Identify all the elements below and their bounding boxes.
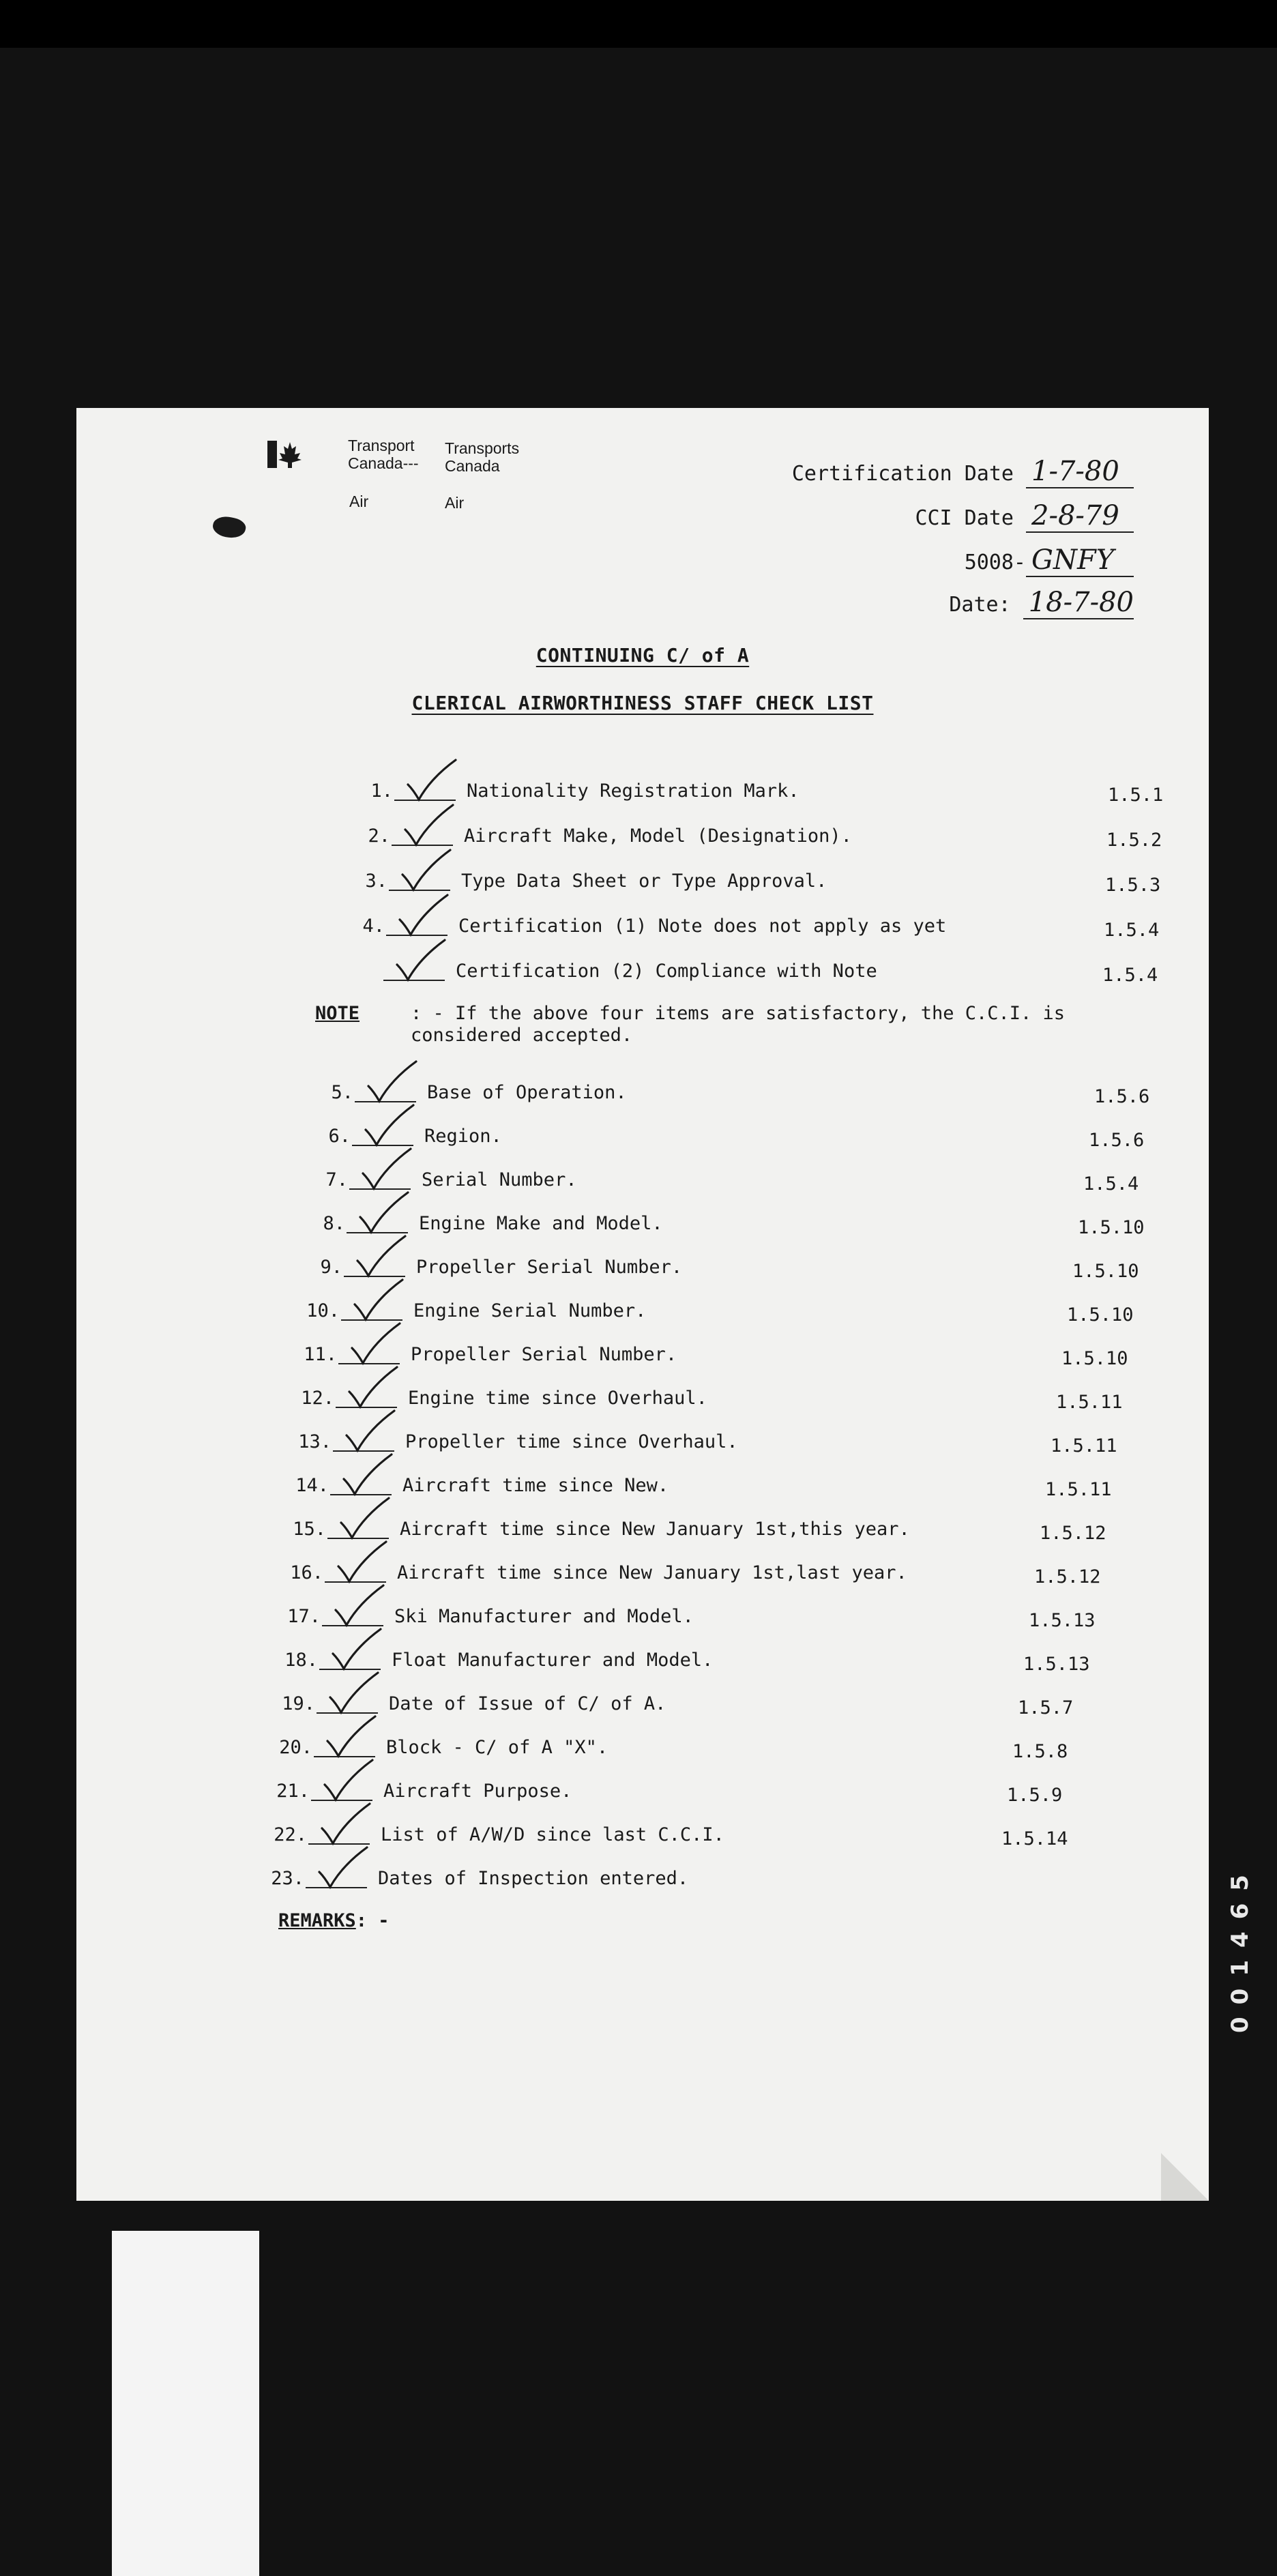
item-reference: 1.5.6 [1089, 1130, 1145, 1151]
item-reference: 1.5.8 [1012, 1741, 1068, 1762]
remarks-suffix: : - [355, 1910, 390, 1931]
item-number: 13. [298, 1431, 332, 1452]
checkmark-icon [345, 1364, 400, 1412]
item-label: Propeller Serial Number. [416, 1257, 683, 1278]
item-label: Propeller time since Overhaul. [405, 1431, 738, 1452]
cci-date-label: CCI Date [915, 506, 1014, 530]
item-number: 9. [320, 1257, 342, 1278]
agency-en-name2: Canada--- [348, 454, 419, 472]
checklist-item [288, 1469, 1112, 1508]
checklist-item [344, 910, 1160, 948]
checkmark-icon [337, 1495, 392, 1543]
item-label: Propeller Serial Number. [411, 1344, 677, 1365]
item-label: Aircraft Purpose. [383, 1781, 572, 1802]
agency-en-name: Transport [348, 437, 415, 454]
checklist-item [274, 1688, 1093, 1726]
item-number: 21. [276, 1781, 310, 1802]
item-label: Ski Manufacturer and Model. [394, 1606, 694, 1627]
item-label: Engine Serial Number. [413, 1300, 647, 1321]
checkmark-icon [401, 802, 456, 850]
checklist-item [299, 1295, 1134, 1333]
item-reference: 1.5.7 [1018, 1697, 1074, 1718]
date-row [949, 587, 1134, 619]
item-label: Region. [424, 1126, 502, 1147]
checkmark-icon [332, 1583, 386, 1630]
item-label: Aircraft Make, Model (Designation). [464, 825, 852, 847]
checkmark-icon [340, 1452, 394, 1499]
main-title: CONTINUING C/ of A [535, 644, 750, 667]
item-number: 6. [328, 1126, 351, 1147]
checkmark-icon [329, 1626, 383, 1674]
checklist-item [304, 1208, 1145, 1246]
item-reference: 1.5.10 [1078, 1217, 1145, 1238]
checkmark-icon [318, 1801, 372, 1849]
remarks-label: REMARKS [278, 1910, 356, 1931]
canada-flag-icon [267, 438, 312, 471]
document-page [76, 408, 1209, 2201]
item-reference: 1.5.10 [1061, 1348, 1128, 1369]
checklist-item [307, 1164, 1139, 1202]
agency-fr-branch: Air [445, 494, 465, 512]
checklist-item [349, 820, 1162, 858]
item-number: 10. [306, 1300, 340, 1321]
note-label: NOTE [315, 1003, 360, 1024]
item-label: Nationality Registration Mark. [467, 780, 799, 802]
item-reference: 1.5.9 [1007, 1785, 1063, 1806]
item-reference: 1.5.4 [1083, 1173, 1139, 1195]
item-number: 3. [365, 870, 387, 892]
agency-en [348, 437, 419, 472]
checklist-item [293, 1382, 1123, 1420]
cci-date-value: 2-8-79 [1026, 500, 1134, 533]
checkmark-icon [334, 1539, 389, 1587]
note-text-line2: considered accepted. [411, 1025, 633, 1046]
checkmark-icon [359, 1146, 413, 1194]
checklist-item [282, 1557, 1101, 1595]
item-label: Aircraft time since New January 1st,this year. [400, 1519, 910, 1540]
checkmark-icon [315, 1845, 370, 1892]
checkmark-icon [396, 892, 450, 940]
item-reference: 1.5.3 [1105, 875, 1161, 896]
item-number: 14. [295, 1475, 329, 1496]
item-number: 16. [290, 1562, 323, 1583]
note-block [315, 1003, 1066, 1046]
agency-fr-name2: Canada [445, 457, 500, 475]
item-reference: 1.5.11 [1045, 1479, 1112, 1500]
item-number: 23. [271, 1868, 304, 1889]
item-label: Certification (1) Note does not apply as yet [458, 916, 947, 937]
item-reference: 1.5.1 [1108, 785, 1164, 806]
checklist-item [271, 1731, 1090, 1770]
film-top-band [0, 0, 1277, 48]
item-label: Dates of Inspection entered. [378, 1868, 689, 1889]
item-reference: 1.5.4 [1104, 920, 1160, 941]
checklist-item [296, 1338, 1128, 1377]
checklist-item [352, 775, 1164, 813]
item-number: 22. [274, 1824, 307, 1845]
item-number: 18. [284, 1650, 318, 1671]
film-white-marker [112, 2231, 259, 2576]
item-number: 17. [287, 1606, 321, 1627]
checklist-item [263, 1862, 1082, 1901]
checkmark-icon [353, 1233, 408, 1281]
agency-fr [445, 439, 519, 475]
item-number: 4. [362, 916, 385, 937]
ink-blot [211, 514, 247, 540]
item-reference: 1.5.10 [1067, 1304, 1134, 1326]
item-number: 1. [370, 780, 393, 802]
item-number: 5. [331, 1082, 353, 1103]
checkmark-icon [326, 1670, 381, 1718]
remarks [278, 1910, 390, 1931]
item-label: Aircraft time since New January 1st,last year. [397, 1562, 907, 1583]
checklist-item [302, 1251, 1139, 1289]
item-label: Engine time since Overhaul. [408, 1388, 707, 1409]
item-reference: 1.5.12 [1040, 1523, 1106, 1544]
item-number: 8. [323, 1213, 345, 1234]
item-number: 12. [301, 1388, 334, 1409]
checklist-item [280, 1600, 1098, 1639]
item-label: List of A/W/D since last C.C.I. [381, 1824, 724, 1845]
agency-fr-name: Transports [445, 439, 520, 457]
registration-row [965, 544, 1134, 577]
item-label: Certification (2) Compliance with Note [456, 961, 877, 982]
checklist-item [291, 1426, 1117, 1464]
checkmark-icon [404, 757, 458, 805]
item-number: 19. [282, 1693, 315, 1714]
agency-en-branch: Air [349, 493, 369, 510]
checklist-item [269, 1775, 1087, 1813]
checklist-item [266, 1819, 1085, 1857]
checkmark-icon [364, 1059, 419, 1107]
item-label: Date of Issue of C/ of A. [389, 1693, 666, 1714]
checkmark-icon [321, 1757, 375, 1805]
checkmark-icon [398, 847, 453, 895]
certification-date-label: Certification Date [791, 462, 1014, 486]
checkmark-icon [342, 1408, 397, 1456]
certification-date-value: 1-7-80 [1026, 456, 1134, 488]
item-label: Float Manufacturer and Model. [392, 1650, 714, 1671]
archive-stamp-number: 001465 [1227, 1862, 1254, 2033]
item-label: Engine Make and Model. [419, 1213, 663, 1234]
item-reference: 1.5.11 [1051, 1435, 1117, 1457]
note-text-line1: : - If the above four items are satisfactory, the C.C.I. is [411, 1003, 1066, 1024]
item-reference: 1.5.14 [1001, 1828, 1068, 1849]
item-number: 2. [368, 825, 390, 847]
item-reference: 1.5.13 [1029, 1610, 1096, 1631]
checkmark-icon [348, 1321, 402, 1368]
date-value: 18-7-80 [1023, 587, 1134, 619]
item-reference: 1.5.13 [1023, 1654, 1090, 1675]
item-reference: 1.5.12 [1034, 1566, 1101, 1587]
item-number: 20. [279, 1737, 312, 1758]
checklist-item [277, 1644, 1096, 1682]
item-number: 7. [325, 1169, 348, 1190]
checkmark-icon [362, 1102, 416, 1150]
checkmark-icon [351, 1277, 405, 1325]
item-number: 15. [293, 1519, 326, 1540]
item-label: Serial Number. [422, 1169, 577, 1190]
checklist-item [341, 955, 1158, 993]
item-label: Block - C/ of A "X". [386, 1737, 608, 1758]
registration-label: 5008- [964, 551, 1026, 574]
checklist-item [347, 865, 1161, 903]
item-reference: 1.5.10 [1072, 1261, 1139, 1282]
sub-title: CLERICAL AIRWORTHINESS STAFF CHECK LIST [411, 692, 874, 714]
cci-date-row [915, 500, 1134, 533]
item-reference: 1.5.2 [1106, 830, 1162, 851]
item-reference: 1.5.11 [1056, 1392, 1123, 1413]
item-label: Aircraft time since New. [402, 1475, 669, 1496]
registration-value: GNFY [1026, 544, 1134, 577]
checkmark-icon [393, 937, 447, 985]
checkmark-icon [323, 1714, 378, 1761]
page-corner-fold [1161, 2153, 1209, 2201]
item-number: 11. [304, 1344, 337, 1365]
checklist-item [312, 1077, 1150, 1115]
checkmark-icon [356, 1190, 411, 1238]
date-label: Date: [949, 593, 1011, 617]
certification-date-row [792, 456, 1134, 488]
checklist-item [310, 1120, 1145, 1158]
item-reference: 1.5.6 [1094, 1086, 1150, 1107]
checklist-item [285, 1513, 1104, 1551]
item-reference: 1.5.4 [1102, 965, 1158, 986]
item-label: Type Data Sheet or Type Approval. [461, 870, 827, 892]
item-label: Base of Operation. [427, 1082, 627, 1103]
